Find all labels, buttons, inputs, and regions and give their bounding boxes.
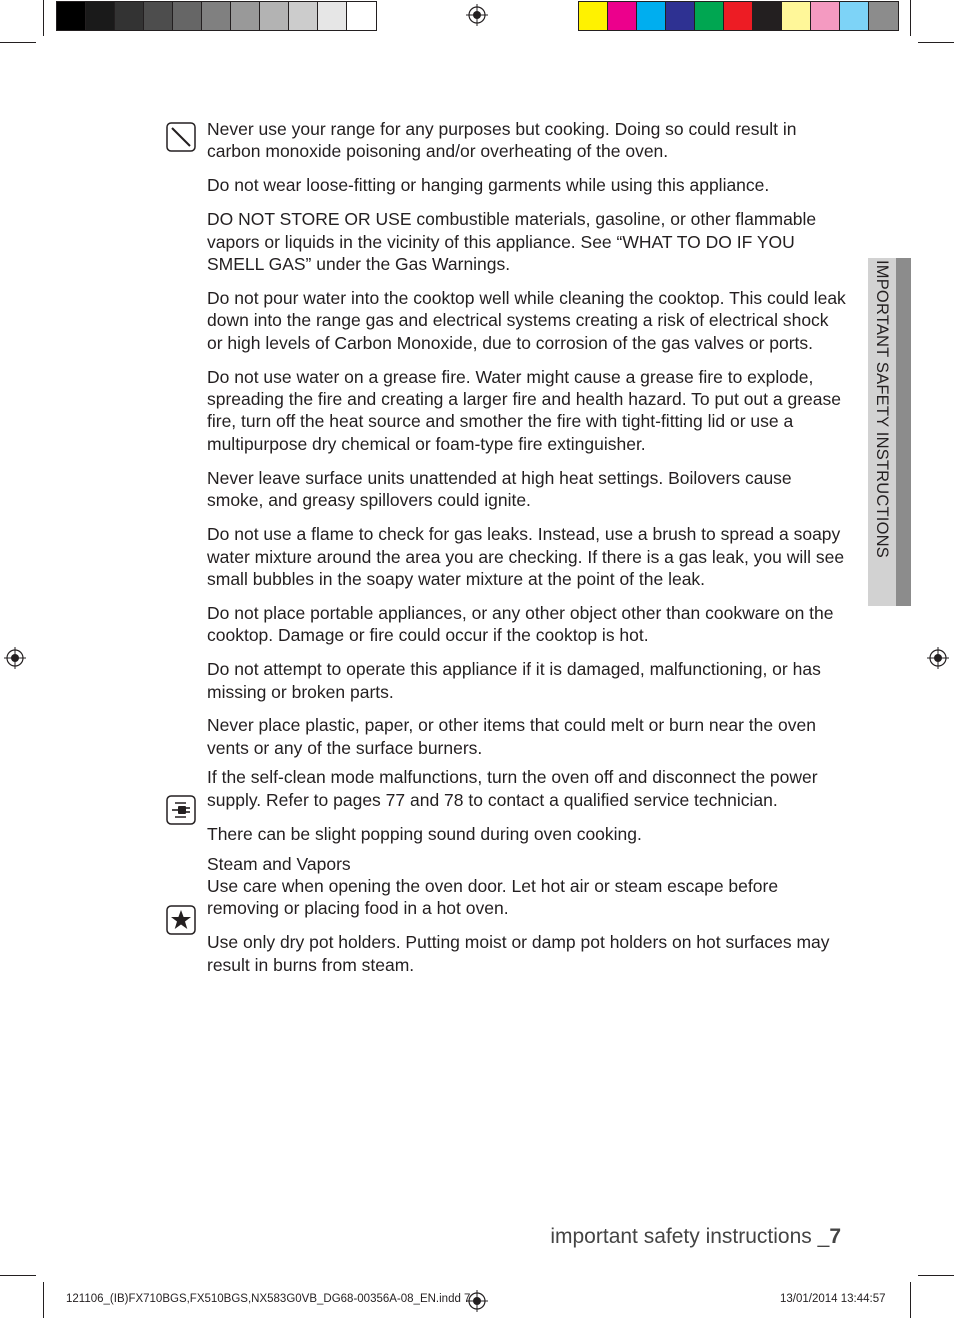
color-swatch	[202, 2, 231, 30]
crop-mark	[918, 1275, 954, 1276]
color-swatch	[231, 2, 260, 30]
page-footer-title	[550, 1225, 841, 1249]
color-swatch	[637, 2, 666, 30]
safety-instructions-body	[207, 118, 847, 988]
registration-mark-icon	[466, 4, 488, 26]
color-swatch	[318, 2, 347, 30]
color-swatch	[115, 2, 144, 30]
prohibited-icon	[166, 122, 196, 152]
color-swatch	[86, 2, 115, 30]
color-swatch	[782, 2, 811, 30]
color-swatch	[753, 2, 782, 30]
color-swatch	[579, 2, 608, 30]
section-heading: Steam and Vapors	[207, 853, 351, 874]
instruction-paragraph: Do not attempt to operate this appliance if it is damaged, malfunctioning, or has missing or broken parts.	[207, 659, 821, 702]
page-number: 7	[829, 1225, 841, 1248]
color-swatch	[811, 2, 840, 30]
unplug-icon	[166, 795, 196, 825]
grayscale-color-bar	[56, 1, 377, 31]
color-swatch	[869, 2, 898, 30]
color-swatch	[289, 2, 318, 30]
instruction-paragraph: Do not pour water into the cooktop well while cleaning the cooktop. This could leak down into the range gas and electrical systems creating a risk of electrical shock or high levels of Carbon Monoxide, due to corrosion of the gas valves or ports.	[207, 287, 846, 353]
crop-mark	[918, 42, 954, 43]
instruction-paragraph: Do not wear loose-fitting or hanging garments while using this appliance.	[207, 175, 770, 196]
file-slug: 121106_(IB)FX710BGS,FX510BGS,NX583G0VB_DG68-00356A-08_EN.indd 7	[66, 1293, 471, 1305]
instruction-paragraph: Never leave surface units unattended at high heat settings. Boilovers cause smoke, and greasy spillovers could ignite.	[207, 467, 792, 511]
color-swatch	[608, 2, 637, 30]
crop-mark	[43, 0, 44, 36]
crop-mark	[43, 1282, 44, 1318]
instruction-paragraph: Never place plastic, paper, or other items that could melt or burn near the oven vents or any of the surface burners.	[207, 715, 816, 758]
instruction-paragraph: Do not use water on a grease fire. Water might cause a grease fire to explode, spreading the fire and creating a larger fire and health hazard. To put out a grease fire, turn off the heat source and smother the fire with tight-fitting lid or use a multipurpose dry chemical or foam-type fire extinguisher.	[207, 366, 841, 454]
registration-mark-icon	[4, 647, 26, 669]
instruction-paragraph: Never use your range for any purposes but cooking. Doing so could result in carbon monoxide poisoning and/or overheating of the oven.	[207, 119, 797, 162]
prohibited-section	[207, 118, 847, 759]
color-swatch	[347, 2, 376, 30]
color-swatch	[144, 2, 173, 30]
process-color-bar	[578, 1, 899, 31]
color-swatch	[57, 2, 86, 30]
steam-section	[207, 853, 847, 976]
print-timestamp: 13/01/2014 13:44:57	[780, 1293, 886, 1305]
color-swatch	[724, 2, 753, 30]
color-swatch	[695, 2, 724, 30]
crop-mark	[0, 42, 36, 43]
side-tab-accent	[896, 258, 911, 606]
color-swatch	[840, 2, 869, 30]
crop-mark	[0, 1275, 36, 1276]
color-swatch	[260, 2, 289, 30]
instruction-paragraph: Use only dry pot holders. Putting moist or damp pot holders on hot surfaces may result in burns from steam.	[207, 932, 830, 975]
instruction-paragraph: If the self-clean mode malfunctions, turn the oven off and disconnect the power supply. Refer to pages 77 and 78 to contact a qualified service technician.	[207, 767, 818, 810]
instruction-paragraph: DO NOT STORE OR USE combustible materials, gasoline, or other flammable vapors or liquids in the vicinity of this appliance. See “WHAT TO DO IF YOU SMELL GAS” under the Gas Warnings.	[207, 209, 817, 275]
registration-mark-icon	[927, 647, 949, 669]
unplug-section	[207, 766, 847, 845]
instruction-paragraph: There can be slight popping sound during oven cooking.	[207, 823, 642, 844]
instruction-paragraph: Use care when opening the oven door. Let hot air or steam escape before removing or placing food in a hot oven.	[207, 875, 779, 919]
crop-mark	[910, 0, 911, 36]
color-swatch	[173, 2, 202, 30]
star-note-icon	[166, 905, 196, 935]
instruction-paragraph: Do not use a flame to check for gas leaks. Instead, use a brush to spread a soapy water mixture around the area you are checking. If there is a gas leak, you will see small bubbles in the soapy water mixture at the point of the leak.	[207, 524, 845, 589]
color-swatch	[666, 2, 695, 30]
side-tab-label: IMPORTANT SAFETY INSTRUCTIONS	[873, 260, 891, 558]
instruction-paragraph: Do not place portable appliances, or any other object other than cookware on the cooktop. Damage or fire could occur if the cooktop is hot.	[207, 602, 834, 646]
footer-title-text: important safety instructions _	[550, 1225, 830, 1248]
crop-mark	[910, 1282, 911, 1318]
